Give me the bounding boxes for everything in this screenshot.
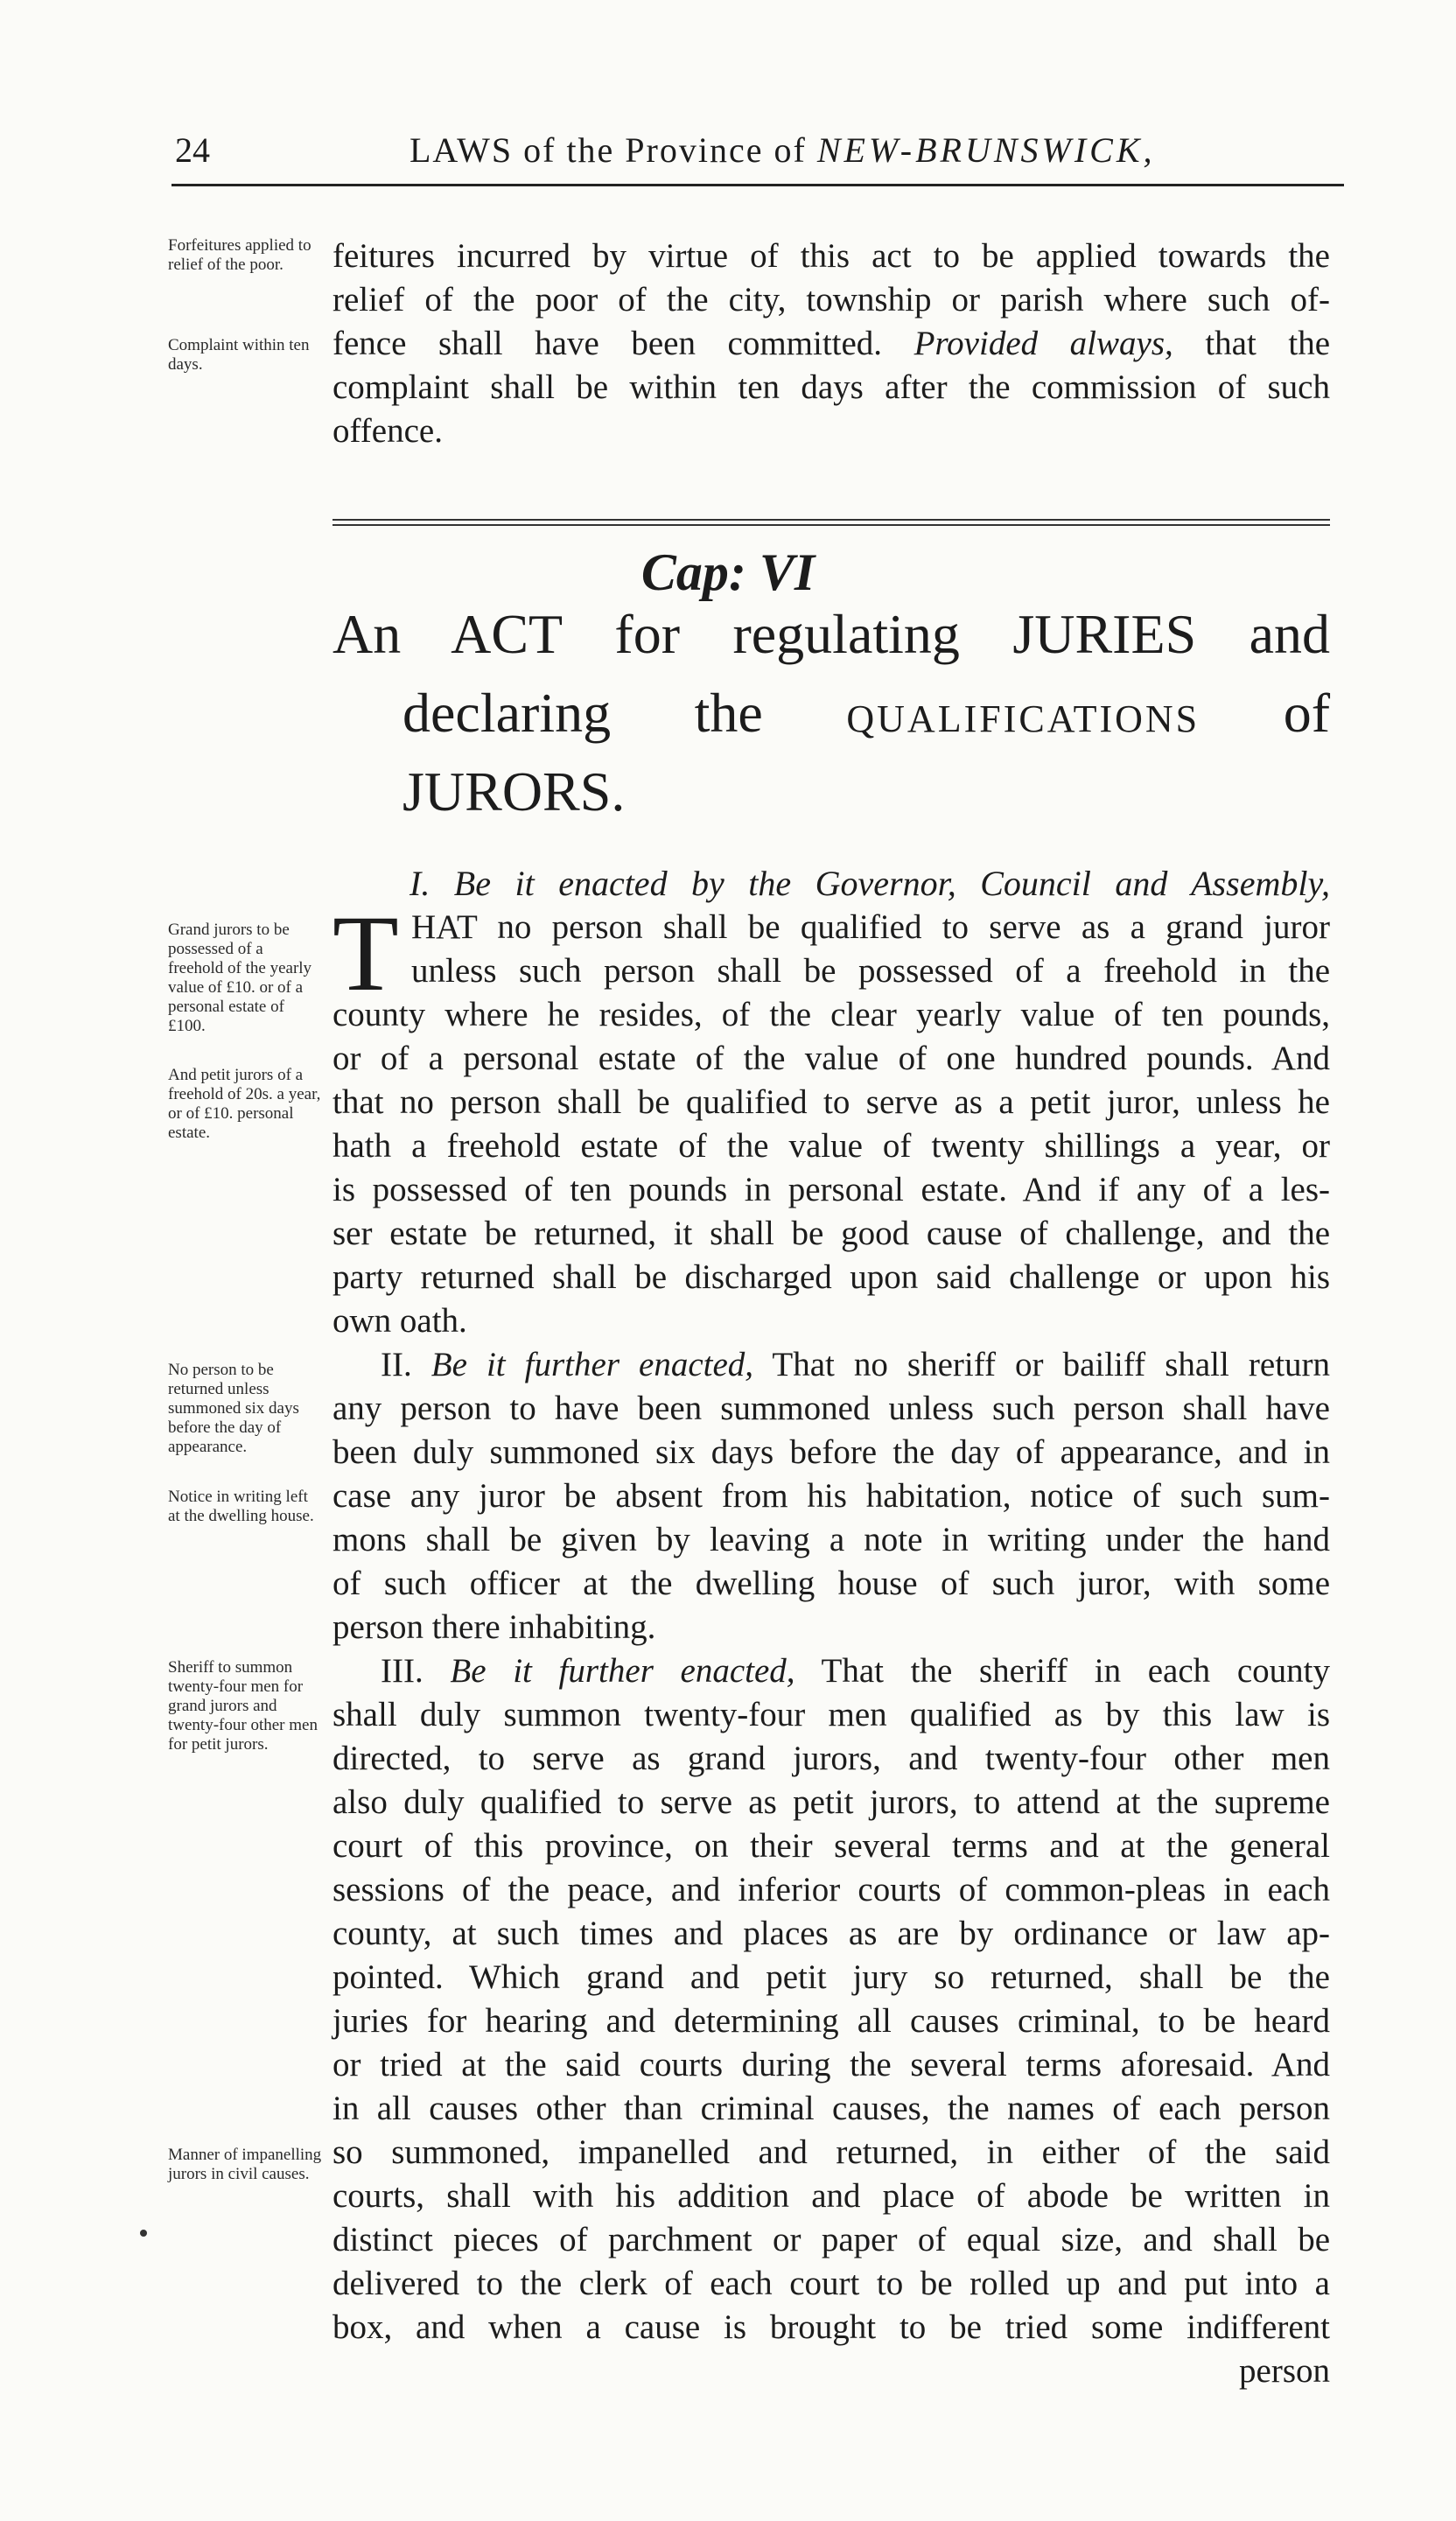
body-line: or tried at the said courts during the several terms aforesaid. And bbox=[332, 2046, 1330, 2083]
body-line: HAT no person shall be qualified to serve as a grand juror bbox=[411, 908, 1330, 946]
body-line: mons shall be given by leaving a note in writing under the hand bbox=[332, 1521, 1330, 1558]
body-line: delivered to the clerk of each court to be rolled up and put into a bbox=[332, 2265, 1330, 2302]
chapter-label: Cap: VI bbox=[640, 543, 816, 601]
margin-note-forfeitures: Forfeitures applied to relief of the poor. bbox=[168, 236, 312, 274]
section-number: II. bbox=[381, 1346, 412, 1383]
section-lead: Be it further enacted, bbox=[430, 1346, 754, 1383]
page-number: 24 bbox=[175, 130, 210, 170]
body-line: feitures incurred by virtue of this act to be applied towards the bbox=[332, 237, 1330, 275]
body-line: county where he resides, of the clear yearly value of ten pounds, bbox=[332, 996, 1330, 1033]
running-title-place: NEW-BRUNSWICK, bbox=[816, 130, 1156, 170]
body-line: directed, to serve as grand jurors, and twenty-four other men bbox=[332, 1740, 1330, 1777]
body-line: offence. bbox=[332, 412, 443, 450]
act-title-run: declaring the bbox=[402, 682, 763, 744]
catchword: person bbox=[1239, 2352, 1330, 2390]
margin-note-petit-jurors: And petit jurors of a freehold of 20s. a year, or of £10. personal estate. bbox=[168, 1066, 321, 1142]
margin-note-impanelling: Manner of impanelling jurors in civil causes. bbox=[168, 2146, 322, 2183]
body-line: or of a personal estate of the value of one hundred pounds. And bbox=[332, 1040, 1330, 1077]
body-line: that no person shall be qualified to serve as a petit juror, unless he bbox=[332, 1083, 1330, 1121]
margin-note-grand-jurors: Grand jurors to be possessed of a freehold of the yearly value of £10. or of a personal estate of £100. bbox=[168, 921, 312, 1035]
margin-note-notice: Notice in writing left at the dwelling house. bbox=[168, 1488, 314, 1525]
body-line: case any juror be absent from his habitation, notice of such sum- bbox=[332, 1477, 1330, 1515]
body-line: courts, shall with his addition and place of abode be written in bbox=[332, 2177, 1330, 2215]
body-line: complaint shall be within ten days after the commission of such bbox=[332, 368, 1330, 406]
body-line: any person to have been summoned unless such person shall have bbox=[332, 1390, 1330, 1427]
body-line bbox=[332, 322, 1330, 366]
drop-cap: T bbox=[332, 893, 399, 1013]
body-line: pointed. Which grand and petit jury so returned, shall be the bbox=[332, 1958, 1330, 1996]
body-line: so summoned, impanelled and returned, in either of the said bbox=[332, 2133, 1330, 2171]
chapter-rule-bottom bbox=[332, 524, 1330, 526]
ink-speck bbox=[140, 2230, 147, 2237]
margin-note-complaint: Complaint within ten days. bbox=[168, 336, 310, 374]
margin-note-sheriff: Sheriff to summon twenty-four men for grand jurors and twenty-four other men for petit jurors. bbox=[168, 1658, 318, 1754]
act-title-line bbox=[402, 674, 1330, 759]
body-line: ser estate be returned, it shall be good cause of challenge, and the bbox=[332, 1215, 1330, 1252]
body-line: relief of the poor of the city, township or parish where such of- bbox=[332, 281, 1330, 319]
body-line: box, and when a cause is brought to be tried some indifferent bbox=[332, 2308, 1330, 2346]
margin-note-summons: No person to be returned unless summoned six days before the day of appearance. bbox=[168, 1361, 299, 1456]
running-head bbox=[175, 123, 1339, 175]
body-line: distinct pieces of parchment or paper of equal size, and shall be bbox=[332, 2221, 1330, 2258]
body-line: court of this province, on their several terms and at the general bbox=[332, 1827, 1330, 1865]
section-lead: Be it further enacted, bbox=[450, 1652, 795, 1690]
running-title-prefix: LAWS of the Province of bbox=[410, 130, 807, 170]
act-title-run: of bbox=[1283, 682, 1331, 744]
body-line: county, at such times and places as are by ordinance or law ap- bbox=[332, 1915, 1330, 1952]
body-line: party returned shall be discharged upon said challenge or upon his bbox=[332, 1258, 1330, 1296]
body-line: unless such person shall be possessed of a freehold in the bbox=[411, 952, 1330, 990]
body-line: of such officer at the dwelling house of such juror, with some bbox=[332, 1565, 1330, 1602]
act-title-line: JURORS. bbox=[402, 760, 626, 823]
text-run: That no sheriff or bailiff shall return bbox=[772, 1346, 1331, 1383]
body-line: person there inhabiting. bbox=[332, 1608, 656, 1646]
body-line: in all causes other than criminal causes, the names of each person bbox=[332, 2090, 1330, 2127]
body-line: is possessed of ten pounds in personal estate. And if any of a les- bbox=[332, 1171, 1330, 1208]
body-line: been duly summoned six days before the day of appearance, and in bbox=[332, 1433, 1330, 1471]
act-title-qualifications: QUALIFICATIONS bbox=[846, 697, 1200, 740]
body-line: sessions of the peace, and inferior courts of common-pleas in each bbox=[332, 1871, 1330, 1908]
text-run: fence shall have been committed. bbox=[332, 325, 883, 362]
italic-run: Provided always, bbox=[914, 325, 1173, 362]
enacting-clause: I. Be it enacted by the Governor, Council and Assembly, bbox=[410, 864, 1330, 903]
body-line: juries for hearing and determining all causes criminal, to be heard bbox=[332, 2002, 1330, 2040]
section-first-line bbox=[381, 1343, 1330, 1387]
running-title bbox=[410, 130, 1156, 171]
text-run: that the bbox=[1205, 325, 1331, 362]
act-title-line: An ACT for regulating JURIES and bbox=[332, 603, 1330, 665]
body-line: shall duly summon twenty-four men qualified as by this law is bbox=[332, 1696, 1330, 1733]
section-number: III. bbox=[381, 1652, 424, 1690]
body-line: also duly qualified to serve as petit jurors, to attend at the supreme bbox=[332, 1783, 1330, 1821]
chapter-rule-top bbox=[332, 519, 1330, 521]
header-rule bbox=[172, 184, 1344, 186]
body-line: hath a freehold estate of the value of twenty shillings a year, or bbox=[332, 1127, 1330, 1165]
text-run: That the sheriff in each county bbox=[821, 1652, 1330, 1690]
section-first-line bbox=[381, 1649, 1330, 1693]
body-line: own oath. bbox=[332, 1302, 467, 1340]
